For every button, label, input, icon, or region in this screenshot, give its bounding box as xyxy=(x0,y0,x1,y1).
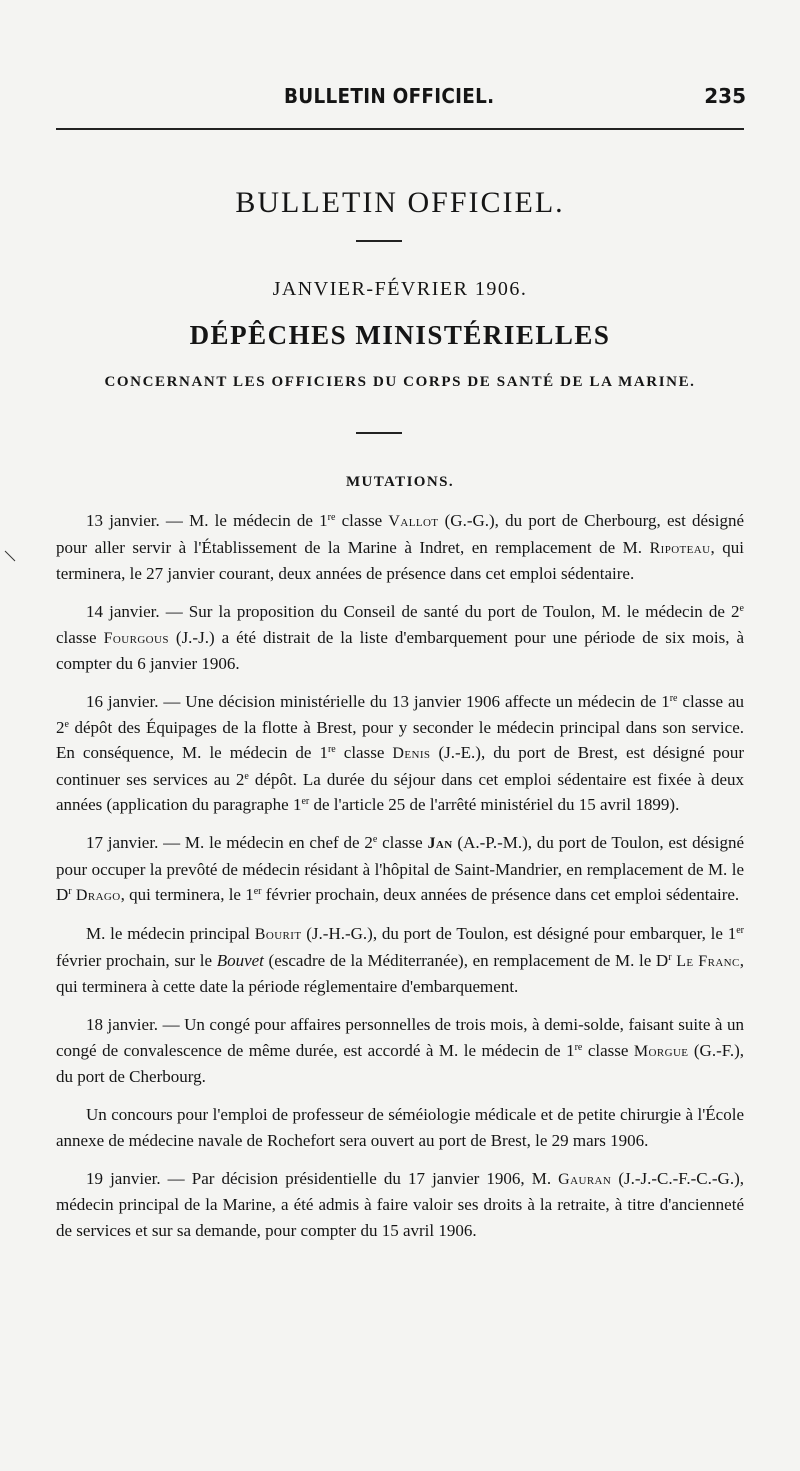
entry-14-janvier: 14 janvier. — Sur la proposition du Conseil de santé du port de Toulon, M. le médecin de 2e classe Fourgous (J.-J.) a été distrait de la liste d'embarquement pour une période de six mois, à compter du 6 janvier 1906. xyxy=(56,602,744,673)
page-title: BULLETIN OFFICIEL. xyxy=(235,186,565,219)
title-rule xyxy=(356,240,402,242)
officer-name: Vallot xyxy=(388,513,439,530)
officer-name: Gauran xyxy=(558,1170,612,1188)
officer-name: Jan xyxy=(427,835,453,852)
section-subtitle: CONCERNANT LES OFFICIERS DU CORPS DE SANTÉ DE LA MARINE. xyxy=(104,374,696,390)
officer-name: Fourgous xyxy=(103,629,169,647)
officer-name: Bourit xyxy=(254,926,302,943)
ship-name: Bouvet xyxy=(216,950,264,970)
entry-bourit: M. le médecin principal Bourit (J.-H.-G.), du port de Toulon, est désigné pour embarquer, le 1er février prochain, sur le Bouvet (escadre de la Méditerranée), en remplacement de M. le $D^r$ Le Franc, qui terminera à cette date la période réglementaire d'embarquement. xyxy=(56,924,744,996)
entry-17-janvier: 17 janvier. — M. le médecin en chef de 2e classe Jan (A.-P.-M.), du port de Toulon, est désigné pour occuper la prevôté de médecin résidant à l'hôpital de Saint-Mandrier, en remplacement de M. le $D^r$ Drago, qui terminera, le 1er février prochain, deux années de présence dans cet emploi sédentaire. xyxy=(56,833,745,904)
page-number: 235 xyxy=(704,84,746,108)
officer-name: Denis xyxy=(392,745,431,762)
entry-19-janvier: 19 janvier. — Par décision présidentielle du 17 janvier 1906, M. Gauran (J.-J.-C.-F.-C.-G.), médecin principal de la Marine, a été admis à faire valoir ses droits à la retraite, à titre d'ancienneté de services et sur sa demande, pour compter du 15 avril 1906. xyxy=(56,1168,744,1240)
running-title: BULLETIN OFFICIEL. xyxy=(284,84,495,108)
officer-name: Ripoteau xyxy=(649,539,711,557)
period-heading: JANVIER-FÉVRIER 1906. xyxy=(272,278,528,300)
officer-name: Drago xyxy=(75,887,121,904)
entries-list xyxy=(56,508,744,1256)
section-title: DÉPÊCHES MINISTÉRIELLES xyxy=(189,320,611,350)
running-header xyxy=(56,84,746,114)
entry-18-janvier: 18 janvier. — Un congé pour affaires personnelles de trois mois, à demi-solde, faisant suite à un congé de convalescence de même durée, est accordé à M. le médecin de 1re classe Morgue (G.-F.), du port de Cherbourg. xyxy=(56,1015,744,1086)
entry-13-janvier: 13 janvier. — M. le médecin de 1re classe Vallot (G.-G.), du port de Cherbourg, est désigné pour aller servir à l'Établissement de la Marine à Indret, en remplacement de M. Ripoteau, qui terminera, le 27 janvier courant, deux années de présence dans cet emploi sédentaire. xyxy=(56,511,744,583)
sub-heading: MUTATIONS. xyxy=(345,474,455,490)
margin-mark xyxy=(4,550,16,562)
officer-name: Morgue xyxy=(633,1042,689,1060)
header-rule xyxy=(56,128,744,130)
entry-concours: Un concours pour l'emploi de professeur de séméiologie médicale et de petite chirurgie à l'École annexe de médecine navale de Rochefort sera ouvert au port de Brest, le 29 mars 1906. xyxy=(56,1105,744,1150)
officer-name: Le Franc xyxy=(676,952,740,970)
section-rule xyxy=(356,432,402,434)
entry-16-janvier: 16 janvier. — Une décision ministérielle du 13 janvier 1906 affecte un médecin de 1re classe au 2e dépôt des Équipages de la flotte à Brest, pour y seconder le médecin principal dans son service. En conséquence, M. le médecin de 1re classe Denis (J.-E.), du port de Brest, est désigné pour continuer ses services au 2e dépôt. La durée du séjour dans cet emploi sédentaire est fixée à deux années (application du paragraphe 1er de l'article 25 de l'arrêté ministériel du 15 avril 1899). xyxy=(56,692,744,814)
